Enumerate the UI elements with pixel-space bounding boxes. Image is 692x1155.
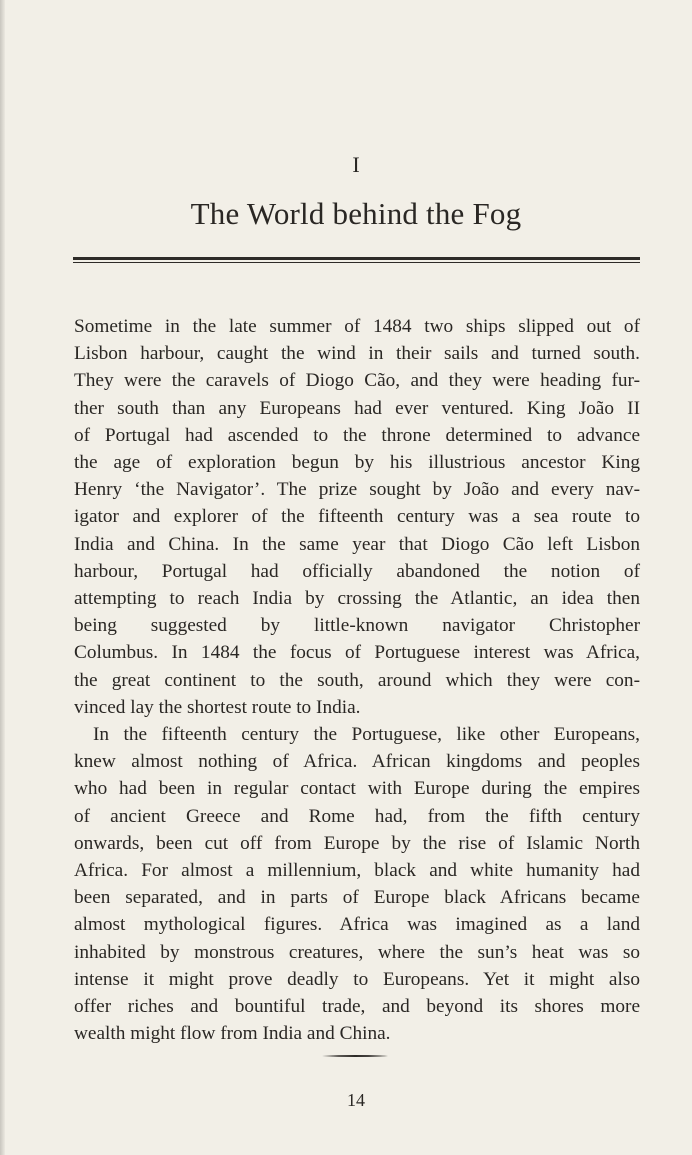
text-line: Henry ‘the Navigator’. The prize sought by João and every nav- [74, 479, 640, 501]
text-line: the age of exploration begun by his illustrious ancestor King [74, 452, 640, 474]
text-line: of ancient Greece and Rome had, from the fifth century [74, 805, 640, 827]
text-line: the great continent to the south, around which they were con- [74, 669, 640, 691]
text-line: Africa. For almost a millennium, black and white humanity had [74, 860, 640, 882]
body-text [74, 313, 640, 1047]
page-number: 14 [347, 1090, 365, 1110]
text-line: wealth might flow from India and China. [74, 1023, 391, 1045]
text-line: knew almost nothing of Africa. African kingdoms and peoples [74, 751, 640, 773]
text-line: been separated, and in parts of Europe black Africans became [74, 887, 640, 909]
text-line: Columbus. In 1484 the focus of Portuguese interest was Africa, [74, 642, 640, 664]
text-line: onwards, been cut off from Europe by the rise of Islamic North [74, 832, 640, 854]
text-line: igator and explorer of the fifteenth century was a sea route to [74, 506, 640, 528]
text-line: almost mythological figures. Africa was imagined as a land [74, 914, 640, 936]
text-line: attempting to reach India by crossing the Atlantic, an idea then [74, 588, 640, 610]
section-ornament [322, 1054, 388, 1058]
title-rule-thin [73, 262, 640, 263]
text-line: offer riches and bountiful trade, and beyond its shores more [74, 996, 640, 1018]
chapter-number: I [352, 152, 360, 177]
text-line: inhabited by monstrous creatures, where the sun’s heat was so [74, 941, 640, 963]
chapter-title: The World behind the Fog [190, 196, 522, 231]
text-line: India and China. In the same year that Diogo Cão left Lisbon [74, 533, 640, 555]
text-line: In the fifteenth century the Portuguese, like other Europeans, [93, 724, 640, 746]
text-line: ther south than any Europeans had ever ventured. King João II [74, 397, 640, 419]
text-line: harbour, Portugal had officially abandoned the notion of [74, 560, 640, 582]
text-line: Sometime in the late summer of 1484 two ships slipped out of [74, 316, 640, 337]
text-line: Lisbon harbour, caught the wind in their sails and turned south. [74, 343, 640, 365]
text-line: They were the caravels of Diogo Cão, and they were heading fur- [74, 370, 640, 392]
text-line: of Portugal had ascended to the throne determined to advance [74, 424, 640, 446]
text-line: who had been in regular contact with Europe during the empires [74, 778, 640, 800]
text-line: being suggested by little-known navigator Christopher [74, 615, 640, 637]
text-line: intense it might prove deadly to Europeans. Yet it might also [74, 968, 640, 990]
title-rule-thick [73, 257, 640, 260]
text-line: vinced lay the shortest route to India. [74, 696, 361, 718]
